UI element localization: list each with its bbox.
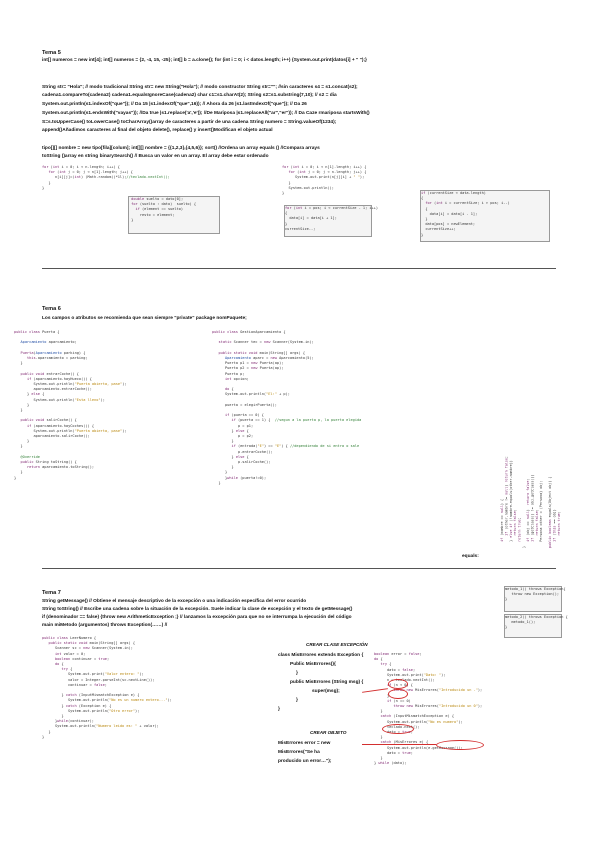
tema5-line-tostring: toString ()array en string binarySearch() // Busca un valor en un array. El array debe estar ordenado — [42, 154, 269, 159]
clase-line-5: super(msg); — [312, 689, 340, 694]
tema7-heading: Tema 7 — [42, 590, 61, 596]
code-snippet-custom-exception: boolean error = false; do { try { dato = false; System.out.print("Dato: "); n = teclado.nextInt(); if (n < 0) { throw new MisErrores("Introducido un -"); } if (n == 0) throw new MisErrores("Introducido un 0"); } catch (InputMismatchException e) { System.out.println("No es numero"); teclado.next(); dato = true; } catch (MisErrores e) { System.out.println(e.getMessage()); dato = true; } } while (dato); — [374, 652, 483, 766]
crear-objeto-caption: CREAR OBJETO — [310, 730, 347, 735]
tema5-line-strings: String str= "Hola"; // modo tradicional String str= new String("Hola"); // modo constructor String str=""; //sin caracteres s4 = s1.concat(s2); — [42, 85, 358, 90]
clase-line-6: } — [296, 698, 298, 703]
tema5-heading: Tema 5 — [42, 50, 61, 56]
code-snippet-equals-rotated-1: public boolean equals(Object obj) { if (this == obj) return true; — [548, 476, 561, 548]
highlight-circle-throw-1 — [388, 679, 408, 689]
objeto-line-1: MisErrores error = new — [278, 741, 331, 746]
highlight-circle-catch — [382, 724, 414, 734]
code-snippet-insert: for (int i = pos; i < currentSize - 1; i++) { data[i] = data[i + 1]; } currentSize--; — [284, 205, 372, 237]
crear-clase-caption: CREAR CLASE EXCEPCIÓN — [306, 642, 368, 647]
code-snippet-while-search: double suelto = dato[0]; for (suelto : dato) suelto) { if (element == suelto) resto = element; } — [128, 196, 220, 234]
code-snippet-method-throws-1: metodo_1() throws Exception{ throw new Exception(); } — [504, 586, 562, 612]
clase-line-1: class MisErrores extends Exception { — [278, 653, 364, 658]
tema5-line-case: S=s.toUpperCase() toLowerCase() toCharArray()array de caracteres a partir de una cadena String numero = String.valueOf(1234); — [42, 120, 337, 125]
clase-line-4: public MisErrores (String msg) { — [290, 680, 364, 685]
code-snippet-try-catch: public class LeerNumero { public static void main(String[] args) { Scanner sc = new Scanner(System.in); int valor = 0; boolean continuar = true; do { try { System.out.print("Valor entero: "); valor = Integer.parseInt(sc.nextLine()); continuar = false; } catch (InputMismatchException e) { System.out.println("No es un numero entero..."); } catch (Exception e) { System.out.println("Otro error"); } }while(continuar); System.out.println("Numero leido es: " + valor); } } — [42, 636, 172, 739]
tema7-line-throw: if (denominador == false) {throw new ArithmeticException ;} // lanzamos la excepción para que no se interrumpa la ejecución del código — [42, 615, 352, 620]
code-snippet-matrix-loop: for (int i = 0; i < n.length; i++) { for (int j = 0; j < n[1].length; j++) { n[i][j]=(int) (Math.random()*1l);//teclado.nextInt(); } } — [42, 165, 170, 190]
arrow-to-getmessage — [362, 744, 436, 745]
section-divider-1 — [42, 268, 556, 269]
tema5-line-append: append()Añadimos caracteres al final del objeto delete(), replace() y insert()Modifican el objeto actual — [42, 128, 273, 133]
code-snippet-equals-rotated-3: if (nombre == null) { if (other.nombre != null) return false; } else if (!nombre.equals(other.nombre)) return false; return true; } — [500, 456, 527, 548]
highlight-circle-throw-2 — [388, 689, 408, 699]
clase-line-2: Public MisErrores(){ — [290, 662, 336, 667]
objeto-line-3: producido un error…"); — [278, 759, 332, 764]
section-divider-2 — [42, 568, 556, 569]
tema5-line-endswith: System.out.println(s1.endsWith("vayas")); //Da true |s1.replace('a','e')); //De Mariposa |s1.replaceAll("ar","er")); // Da Caze rmariposa startsWith() — [42, 111, 370, 116]
code-snippet-shift-loop: for (int i = 0; i < n[1].length; i++) { for (int j = 0; j < n.length; j++) { System.out.print(n[j][i] + " "); } System.out.println(); } — [282, 165, 367, 196]
tema7-line-getmessage: String getMessage() // Obtiene el mensaje descriptivo de la excepción o una indicación específica del error ocurrido — [42, 599, 307, 604]
code-snippet-main-parking: public class GestionAparcamiento { static Scanner tec = new Scanner(System.in); public static void main(String[] args) { Aparcamiento aparc = new Aparcamiento(5); Puerta p1 = new Puerta(ap); Puerta p2 = new Puerta(ap); Puerta p; int opcion; do { System.out.println("El:" + p); puerta = elegirPuerta(); if (puerta == 0) { if (puerta == 1) { //segun a la puerta p, la puerta elegida p = p1; } else { p = p2; } if (entrada("E") == "E") { //dependiendo de si entra o sale p.entrarCoche(); } else { p.salirCoche(); } } }while (puerta!=0); } — [212, 330, 362, 485]
highlight-circle-getmessage — [436, 740, 484, 750]
clase-line-7: } — [278, 707, 280, 712]
tema7-line-throws: main miMetodo (argumentos) throws Exception(……) // — [42, 623, 168, 628]
clase-line-3: } — [296, 671, 298, 676]
code-snippet-elimination: if (currentSize < data.length) { for (int i = currentSize; i > pos; i--) { data[i] = data[i - 1]; } data[pos] = newElement; currentSize++; } — [420, 190, 550, 242]
tema6-line-private: Los campos o atributos se recomienda que sean siempre "private" package nomPaquete; — [42, 316, 247, 321]
tema5-line-compare: cadena1.compareTo(cadena2) cadena1.equalsIgnoreCase(cadena2) char c1=s1.charAt(2); String s2=s1.substring(7,10); // s2 = dia — [42, 93, 337, 98]
code-snippet-equals-rotated-2: if (obj == null) return false; if (getClass() != obj.getClass()) return false; Persona other = (Persona) obj; — [526, 474, 544, 542]
equals-label: equals: — [462, 554, 479, 559]
tema5-line-indexof: System.out.println(s1.indexOf("que")); // Da 15 |s1.indexOf("que",16)); // Ahora da 26 |s1.lastIndexOf("que")); // Da 26 — [42, 102, 307, 107]
objeto-line-2: MisErrores("Se ha — [278, 750, 320, 755]
tema5-line-arrays: int[] numeros = new int[4]; int[] numeros = {2, -4, 15, -25}; int[] b = a.clone(); for (int i = 0; i < datos.length; i++) {System.out.print(datos[i] + " ");} — [42, 58, 367, 63]
tema5-line-matrix: tipo[][] nombre = new tipo[fila][colum]; int[][] nombre = {{1,2,3},{4,5,6}}; sort() //Ordena un array equals () //Compara arrays — [42, 146, 320, 151]
tema7-line-tostring: String toString() // Escribe una cadena sobre la situación de la excepción. Suele indicar la clase de excepción y el texto de getMessage() — [42, 607, 353, 612]
code-snippet-class-puerta: public class Puerta { Aparcamiento aparcamiento; Puerta(Aparcamiento parking) { this.aparcamiento = parking; } public void entrarCoche() { if (aparcamiento.hayHueco()) { System.out.println("Puerta abierta, pase"); aparcamiento.entrarCoche(); } else { System.out.println("Esta lleno"); } } public void salirCoche() { if (aparcamiento.hayCoches()) { System.out.println("Puerta abierta, pase"); aparcamiento.salirCoche(); } } @Override public String toString() { return aparcamiento.toString(); } } — [14, 330, 127, 480]
tema6-heading: Tema 6 — [42, 306, 61, 312]
code-snippet-method-throws-2: metodo_2() throws Exception { metodo_1(); } — [504, 614, 562, 638]
